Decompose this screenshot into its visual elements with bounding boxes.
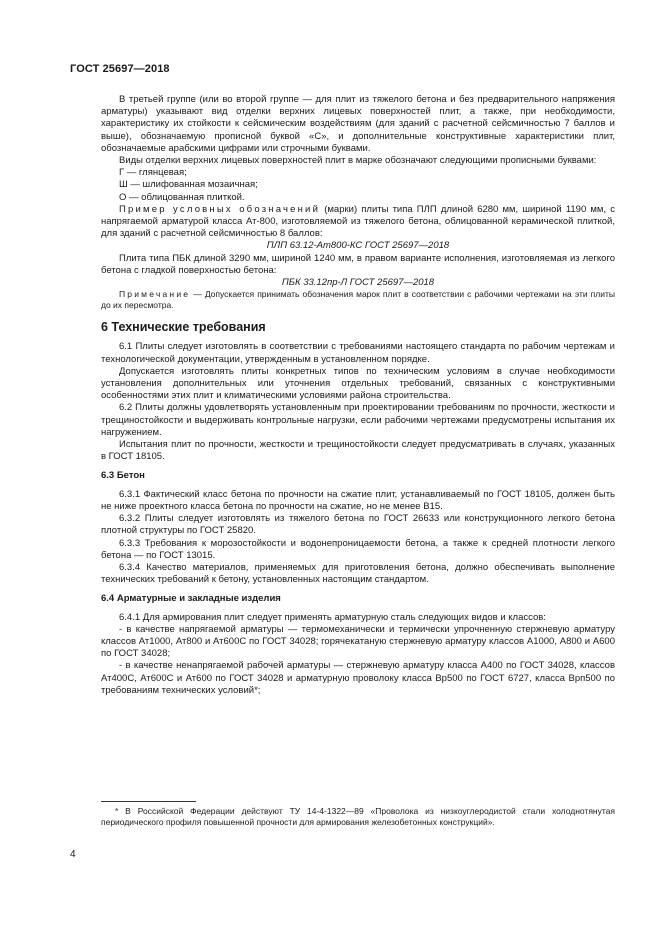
list-item-non-prestressed-reinforcement: - в качестве ненапрягаемой рабочей арматуры — стержневую арматуру класса А400 по ГОСТ 34028, классов Ат400С, Ат600С и Ат600 по ГОСТ 34028 и арматурную проволоку класса Вр500 по ГОСТ 6727, класса Врп500 по требованиям технических условий*; <box>101 660 615 696</box>
document-header: ГОСТ 25697—2018 <box>70 63 170 75</box>
note-label: Примечание <box>119 289 191 300</box>
footnote: * В Российской Федерации действуют ТУ 14-4-1322—89 «Проволока из низкоуглеродистой стали холоднотянутая периодического профиля повышенной прочности для армирования железобетонных конструкций». <box>101 806 615 827</box>
clause-6-2-continued: Испытания плит по прочности, жесткости и трещиностойкости следует предусматривать в случаях, указанных в ГОСТ 18105. <box>101 439 615 463</box>
clause-6-3-1: 6.3.1 Фактический класс бетона по прочности на сжатие плит, устанавливаемый по ГОСТ 18105, должен быть не ниже проектного класса бетона по прочности на сжатие, но не менее В15. <box>101 488 615 512</box>
paragraph-third-group: В третьей группе (или во второй группе — для плит из тяжелого бетона и без предварительного напряжения арматуры) указывают вид отделки верхних лицевых поверхностей плит, а также, при необходимости, характеристику их стойкости к сейсмическим воздействиям (для зданий с расчетной сейсмичностью 7 баллов и выше), обозначаемую прописной буквой «С», и дополнительные конструктивные характеристики плит, обозначаемые арабскими цифрами или строчными буквами. <box>101 94 615 154</box>
section-6-4-heading: 6.4 Арматурные и закладные изделия <box>101 593 281 605</box>
page-body <box>101 94 615 697</box>
paragraph-finish-types: Виды отделки верхних лицевых поверхностей плит в марке обозначают следующими прописными буквами: <box>119 155 597 167</box>
clause-6-3-4: 6.3.4 Качество материалов, применяемых для приготовления бетона, должно обеспечивать выполнение технических требований к бетону, установленных настоящим стандартом. <box>101 561 615 586</box>
clause-6-1-continued: Допускается изготовлять плиты конкретных типов по техническим условиям в случае необходимости установления дополнительных или уточнения отдельных требований, связанных с конструктивными особенностями этих плит и климатическими условиями района строительства. <box>101 365 615 402</box>
clause-6-2: 6.2 Плиты должны удовлетворять установленным при проектировании требованиям по прочности, жесткости и трещиностойкости и выдерживать контрольные нагрузки, если рабочими чертежами предусмотрены испытания их нагружением. <box>101 402 615 438</box>
list-item-finish-glossy: Г — глянцевая; <box>119 167 187 179</box>
example-text: (марки) плиты типа ПЛП длиной 6280 мм, шириной 1190 мм, с напрягаемой арматурой класса Ат-800, изготовляемой из тяжелого бетона, облицованной керамической плиткой, для зданий с расчетной сейсмичностью 8 баллов: <box>101 203 615 240</box>
note-paragraph <box>101 289 615 311</box>
designation-formula-plp: ПЛП 63.12-Ат800-КС ГОСТ 25697—2018 <box>266 240 450 252</box>
page-number: 4 <box>70 849 76 860</box>
example-label: Пример условных обозначений <box>119 203 321 215</box>
list-item-finish-tiled: О — облицованная плиткой. <box>119 191 245 203</box>
section-6-heading: 6 Технические требования <box>101 320 266 335</box>
clause-6-1: 6.1 Плиты следует изготовлять в соответствии с требованиями настоящего стандарта по рабочим чертежам и технологической документации, утвержденным в установленном порядке. <box>101 341 615 365</box>
section-6-3-heading: 6.3 Бетон <box>101 470 145 482</box>
clause-6-3-3: 6.3.3 Требования к морозостойкости и водонепроницаемости бетона, а также к средней плотности легкого бетона — по ГОСТ 13015. <box>101 537 615 561</box>
note-text: — Допускается принимать обозначения марок плит в соответствии с рабочими чертежами на эти плиты до их пересмотра. <box>101 289 615 311</box>
clause-6-3-2: 6.3.2 Плиты следует изготовлять из тяжелого бетона по ГОСТ 26633 или конструкционного легкого бетона плотной структуры по ГОСТ 25820. <box>101 513 615 537</box>
list-item-prestressed-reinforcement: - в качестве напрягаемой арматуры — термомеханически и термически упрочненную стержневую арматуру классов Ат1000, Ат800 и Ат600С по ГОСТ 34028; горячекатаную стержневую арматуру классов А1000, А800 и А600 по ГОСТ 34028; <box>101 623 615 660</box>
footnote-separator <box>101 801 196 802</box>
designation-formula-pbk: ПБК 33.12пр-Л ГОСТ 25697—2018 <box>281 277 435 289</box>
example-paragraph <box>101 204 615 241</box>
clause-6-4-1: 6.4.1 Для армирования плит следует применять арматурную сталь следующих видов и классов: <box>119 611 546 623</box>
paragraph-pbk-plate: Плита типа ПБК длиной 3290 мм, шириной 1240 мм, в правом варианте исполнения, изготовляемая из легкого бетона с гладкой поверхностью бетона: <box>101 252 615 276</box>
list-item-finish-mosaic: Ш — шлифованная мозаичная; <box>119 179 258 191</box>
